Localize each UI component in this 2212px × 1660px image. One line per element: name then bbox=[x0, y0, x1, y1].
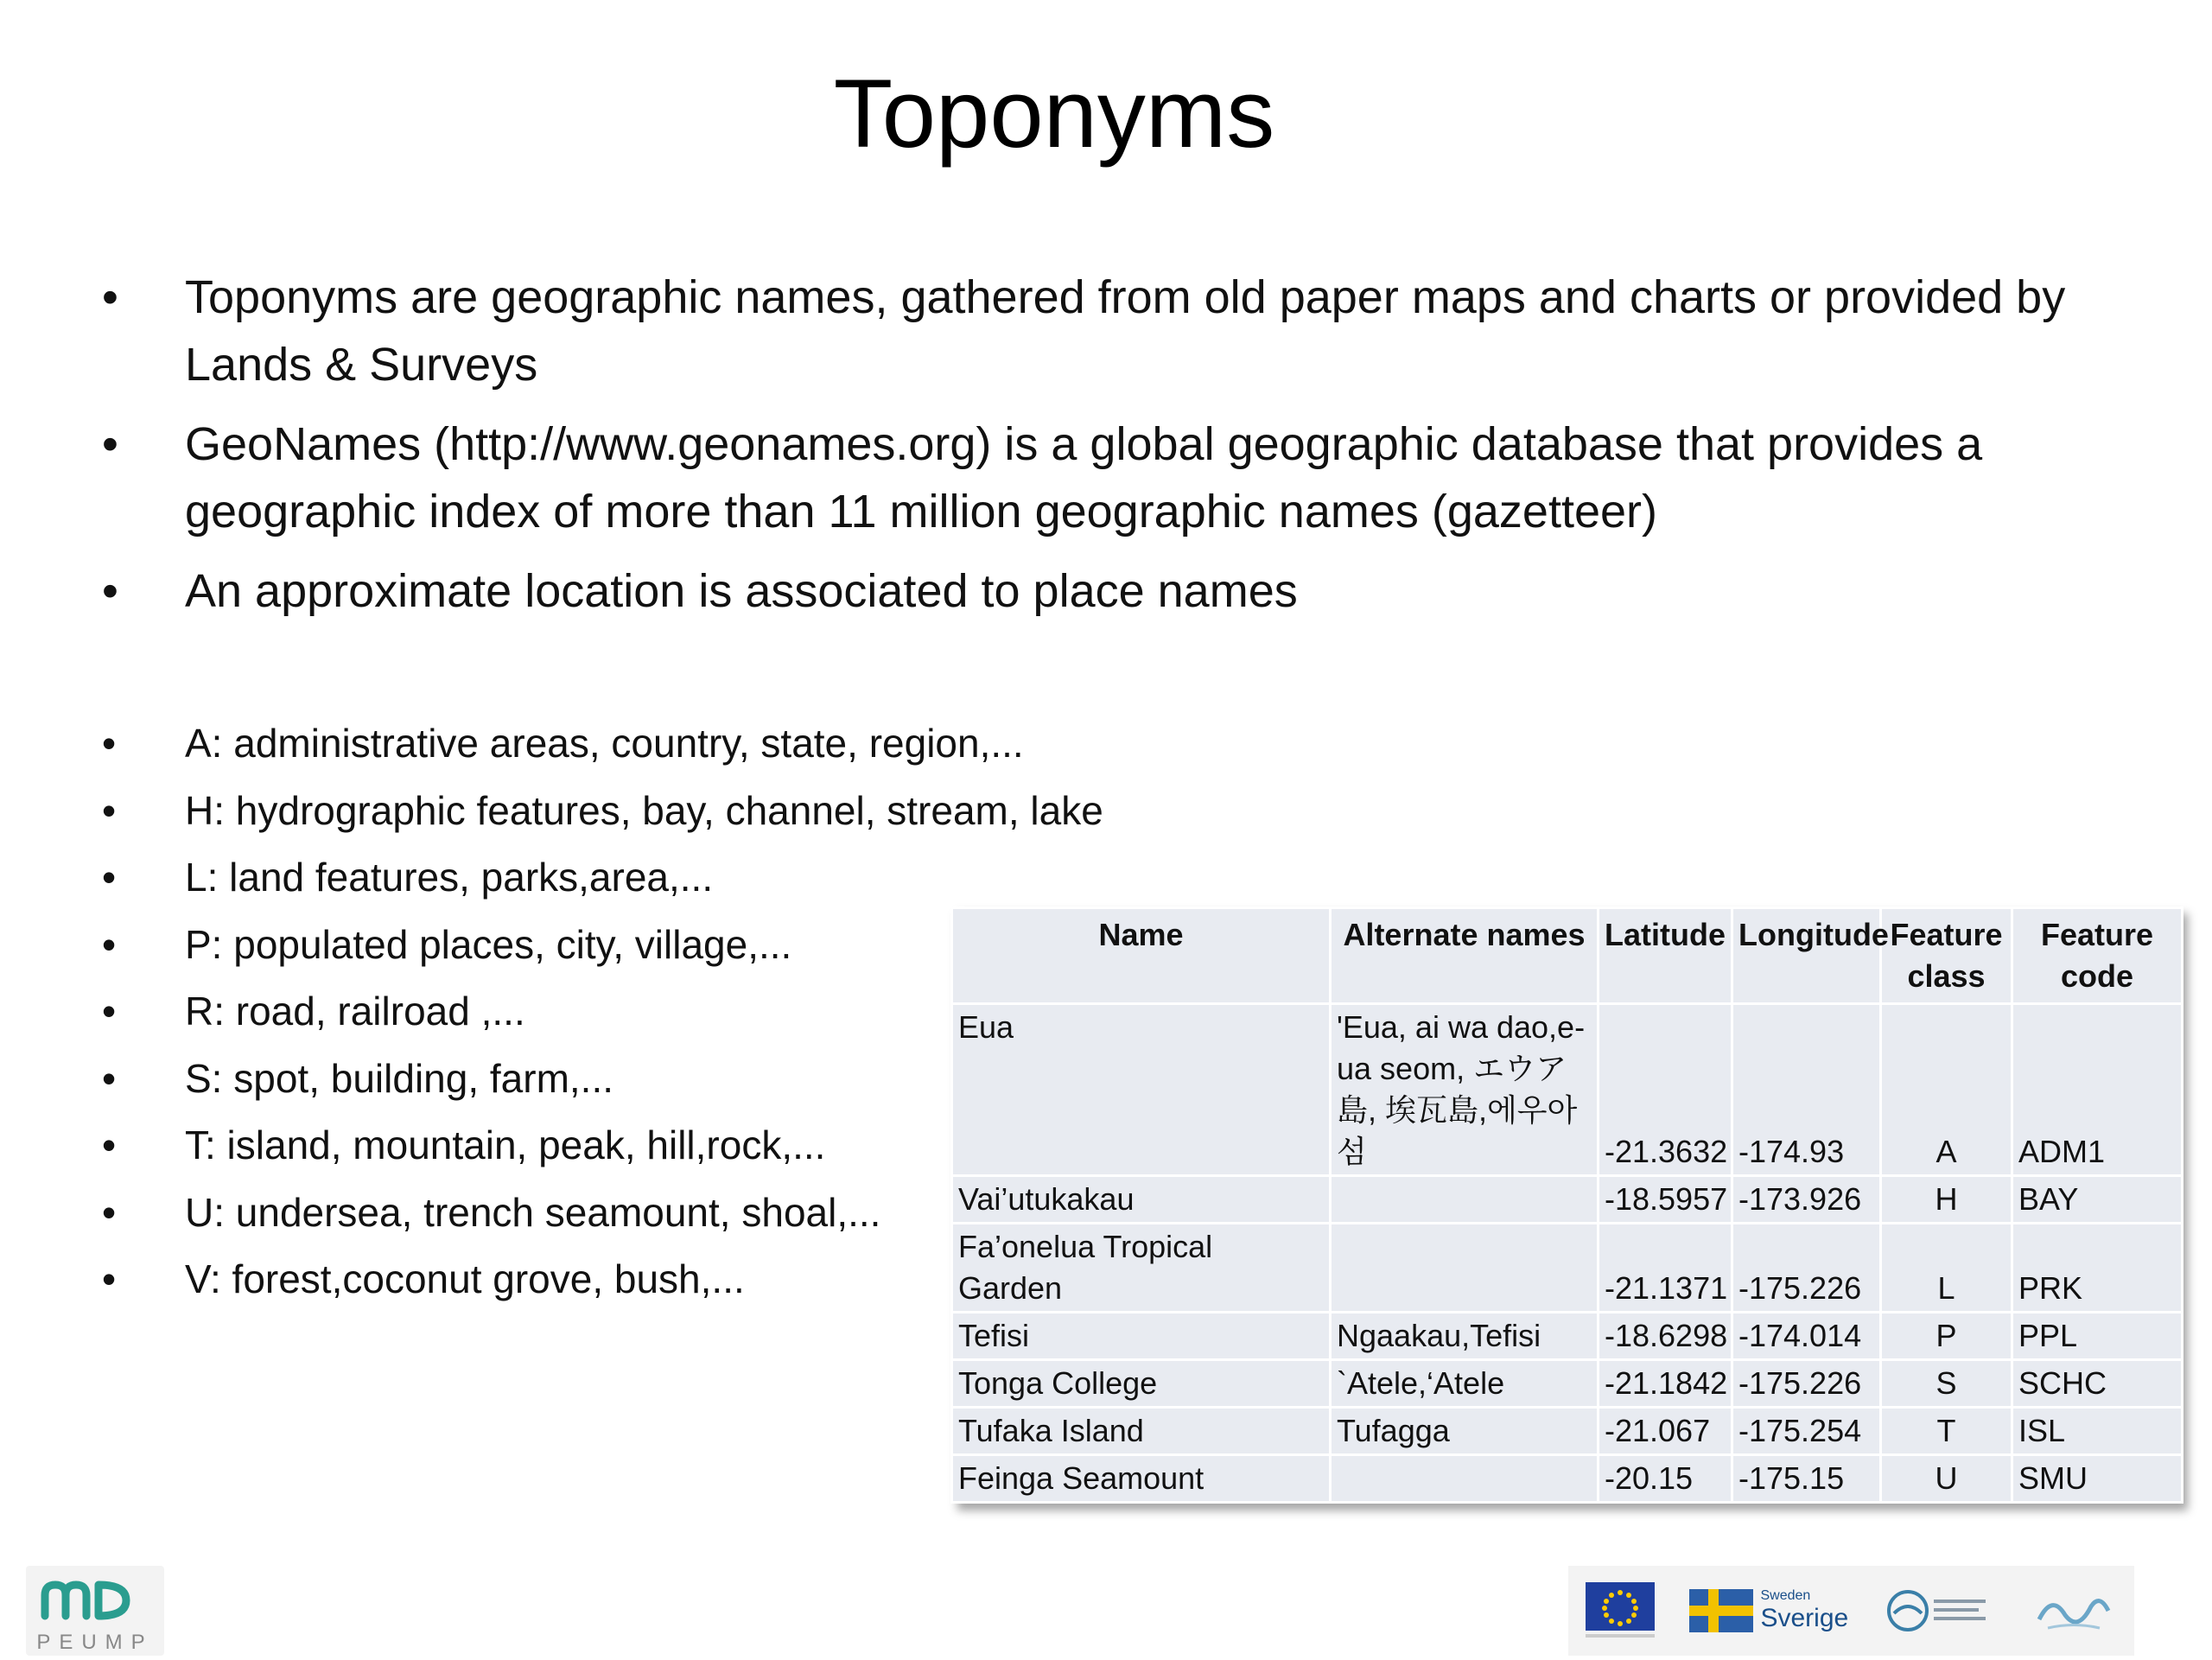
cell-alternate-names bbox=[1331, 1176, 1599, 1224]
feature-class-item: • R: road, railroad ,... bbox=[102, 978, 931, 1046]
cell-feature-code: PPL bbox=[2012, 1313, 2183, 1360]
table-row bbox=[952, 1004, 2183, 1176]
cell-latitude: -21.1371 bbox=[1599, 1224, 1732, 1313]
cell-alternate-names: 'Eua, ai wa dao,e-ua seom, エウア島, 埃瓦島,에우아 섬 bbox=[1331, 1004, 1599, 1176]
sweden-small-text: Sweden bbox=[1760, 1588, 1811, 1603]
table-row bbox=[952, 1408, 2183, 1455]
cell-latitude: -18.5957 bbox=[1599, 1176, 1732, 1224]
cell-longitude: -175.15 bbox=[1732, 1455, 1881, 1503]
cell-feature-code: PRK bbox=[2012, 1224, 2183, 1313]
feature-class-item: • T: island, mountain, peak, hill,rock,... bbox=[102, 1112, 931, 1180]
sweden-flag-icon bbox=[1689, 1589, 1753, 1632]
cell-feature-class: H bbox=[1881, 1176, 2012, 1224]
toponyms-table-container bbox=[950, 906, 2181, 1504]
feature-class-item: • S: spot, building, farm,... bbox=[102, 1046, 931, 1113]
cell-feature-code: ADM1 bbox=[2012, 1004, 2183, 1176]
cell-longitude: -175.226 bbox=[1732, 1224, 1881, 1313]
cell-alternate-names: Ngaakau,Tefisi bbox=[1331, 1313, 1599, 1360]
cell-alternate-names: Tufagga bbox=[1331, 1408, 1599, 1455]
cell-latitude: -18.6298 bbox=[1599, 1313, 1732, 1360]
column-header: Name bbox=[952, 908, 1331, 1004]
feature-class-item: • V: forest,coconut grove, bush,... bbox=[102, 1246, 931, 1313]
cell-name: Fa’onelua Tropical Garden bbox=[952, 1224, 1331, 1313]
cell-name: Vai’utukakau bbox=[952, 1176, 1331, 1224]
cell-feature-code: BAY bbox=[2012, 1176, 2183, 1224]
cell-feature-code: SMU bbox=[2012, 1455, 2183, 1503]
feature-class-item: • U: undersea, trench seamount, shoal,... bbox=[102, 1180, 931, 1247]
cell-name: Tonga College bbox=[952, 1360, 1331, 1408]
peump-logo-icon bbox=[26, 1566, 164, 1656]
cell-feature-class: L bbox=[1881, 1224, 2012, 1313]
table-header-row bbox=[952, 908, 2183, 1004]
cell-alternate-names bbox=[1331, 1224, 1599, 1313]
cell-longitude: -173.926 bbox=[1732, 1176, 1881, 1224]
column-header: Feature code bbox=[2012, 908, 2183, 1004]
cell-alternate-names: `Atele,‘Atele bbox=[1331, 1360, 1599, 1408]
cell-longitude: -174.93 bbox=[1732, 1004, 1881, 1176]
table-row bbox=[952, 1224, 2183, 1313]
cell-longitude: -175.254 bbox=[1732, 1408, 1881, 1455]
bullet-item: • Toponyms are geographic names, gathered from old paper maps and charts or provided by Lands & Surveys bbox=[102, 264, 2141, 398]
cell-feature-class: P bbox=[1881, 1313, 2012, 1360]
cell-alternate-names bbox=[1331, 1455, 1599, 1503]
sverige-text: Sverige bbox=[1760, 1604, 1849, 1632]
column-header: Alternate names bbox=[1331, 908, 1599, 1004]
feature-class-item: • P: populated places, city, village,... bbox=[102, 912, 931, 979]
eu-flag-icon bbox=[1586, 1582, 1655, 1639]
cell-feature-class: U bbox=[1881, 1455, 2012, 1503]
cell-longitude: -175.226 bbox=[1732, 1360, 1881, 1408]
cell-latitude: -21.067 bbox=[1599, 1408, 1732, 1455]
slide-title: Toponyms bbox=[833, 60, 1275, 168]
feature-class-item: • H: hydrographic features, bay, channel, stream, lake bbox=[102, 778, 931, 845]
column-header: Latitude bbox=[1599, 908, 1732, 1004]
bullet-item: • GeoNames (http://www.geonames.org) is a global geographic database that provides a geographic index of more than 11 million geographic names (gazetteer) bbox=[102, 410, 2141, 545]
cell-latitude: -21.3632 bbox=[1599, 1004, 1732, 1176]
partner-wave-logo-icon bbox=[2031, 1580, 2117, 1641]
cell-feature-code: SCHC bbox=[2012, 1360, 2183, 1408]
cell-name: Tufaka Island bbox=[952, 1408, 1331, 1455]
partner-emblem-icon bbox=[1884, 1580, 1996, 1641]
partner-logos bbox=[1568, 1566, 2134, 1656]
cell-name: Tefisi bbox=[952, 1313, 1331, 1360]
sweden-logo bbox=[1689, 1588, 1848, 1633]
peump-logo-text: PEUMP bbox=[36, 1631, 154, 1654]
sweden-wordmark bbox=[1760, 1588, 1848, 1633]
table-row bbox=[952, 1360, 2183, 1408]
feature-class-item: • L: land features, parks,area,... bbox=[102, 844, 931, 912]
cell-feature-class: A bbox=[1881, 1004, 2012, 1176]
cell-feature-class: T bbox=[1881, 1408, 2012, 1455]
cell-longitude: -174.014 bbox=[1732, 1313, 1881, 1360]
peump-logo bbox=[26, 1566, 164, 1656]
cell-latitude: -21.1842 bbox=[1599, 1360, 1732, 1408]
toponyms-table bbox=[950, 906, 2183, 1504]
column-header: Longitude bbox=[1732, 908, 1881, 1004]
main-bullet-list bbox=[102, 264, 2141, 637]
cell-feature-class: S bbox=[1881, 1360, 2012, 1408]
feature-class-item: • A: administrative areas, country, state, region,... bbox=[102, 710, 931, 778]
cell-name: Eua bbox=[952, 1004, 1331, 1176]
bullet-item: • An approximate location is associated to place names bbox=[102, 557, 2141, 625]
table-row bbox=[952, 1455, 2183, 1503]
cell-feature-code: ISL bbox=[2012, 1408, 2183, 1455]
cell-latitude: -20.15 bbox=[1599, 1455, 1732, 1503]
table-row bbox=[952, 1176, 2183, 1224]
column-header: Feature class bbox=[1881, 908, 2012, 1004]
cell-name: Feinga Seamount bbox=[952, 1455, 1331, 1503]
table-row bbox=[952, 1313, 2183, 1360]
